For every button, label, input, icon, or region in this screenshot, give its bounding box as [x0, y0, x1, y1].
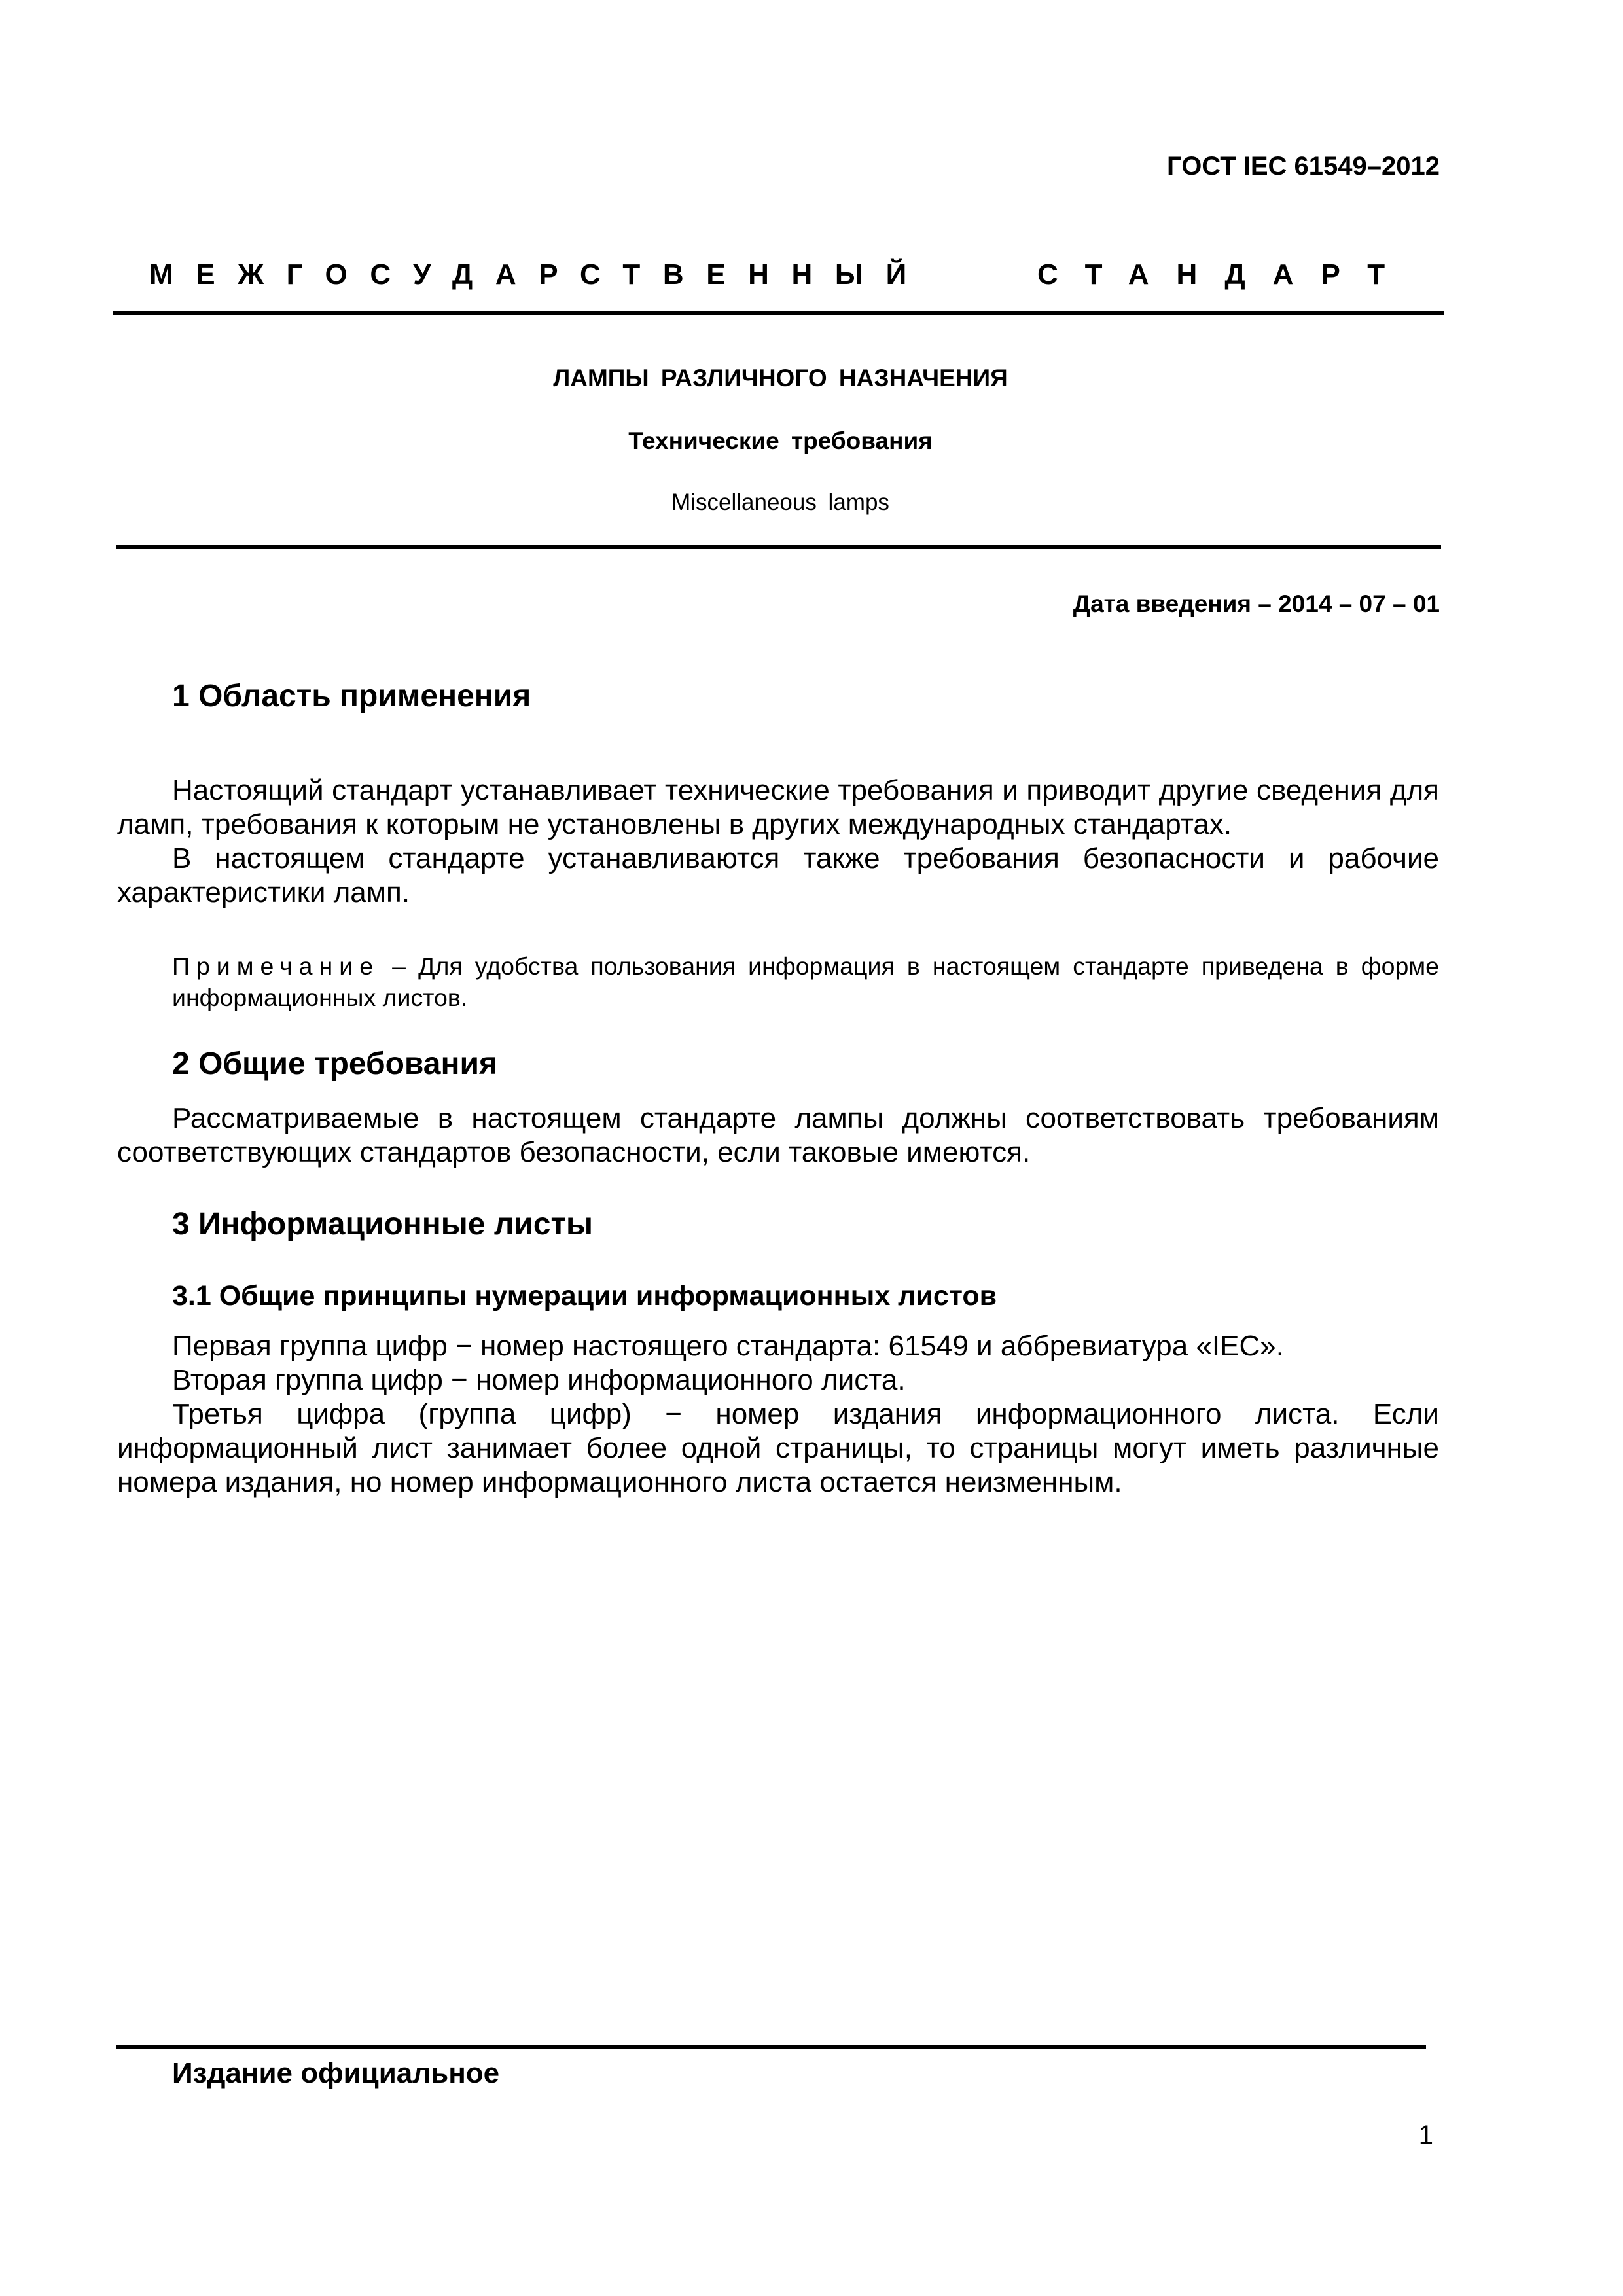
- note-text: – Для удобства пользования информация в настоящем стандарте приведена в форме информационных листов.: [172, 952, 1439, 1011]
- top-divider: [113, 311, 1444, 315]
- section-2-heading: 2 Общие требования: [172, 1047, 497, 1081]
- section-3-paragraph-2: Вторая группа цифр − номер информационного листа.: [172, 1364, 906, 1396]
- document-subtitle: Технические требования: [628, 427, 933, 454]
- section-3-heading: 3 Информационные листы: [172, 1207, 594, 1242]
- section-1-paragraph-1: Настоящий стандарт устанавливает технические требования и приводит другие сведения для ламп, требования к которым не установлены в других международных стандартах.: [117, 774, 1439, 840]
- standard-word: СТАНДАРТ: [1037, 259, 1413, 291]
- section-1-paragraph-2: В настоящем стандарте устанавливаются также требования безопасности и рабочие характеристики ламп.: [117, 842, 1439, 908]
- section-1-note: [172, 950, 1439, 1013]
- section-2-paragraph-1: Рассматриваемые в настоящем стандарте лампы должны соответствовать требованиям соответствующих стандартов безопасности, если таковые имеются.: [117, 1102, 1439, 1168]
- footer-divider: [116, 2045, 1426, 2049]
- section-3-paragraph-1: Первая группа цифр − номер настоящего стандарта: 61549 и аббревиатура «IEC».: [172, 1330, 1284, 1362]
- document-code: ГОСТ IEC 61549–2012: [1167, 152, 1440, 181]
- introduction-date: Дата введения – 2014 – 07 – 01: [1073, 590, 1440, 617]
- note-label: Примечание: [172, 952, 380, 980]
- section-3-1-heading: 3.1 Общие принципы нумерации информационных листов: [172, 1280, 997, 1312]
- title-divider: [116, 545, 1441, 549]
- section-1-heading: 1 Область применения: [172, 679, 531, 713]
- document-title-english: Miscellaneous lamps: [671, 490, 889, 515]
- page-number: 1: [1418, 2121, 1433, 2149]
- interstate-standard-banner: [149, 259, 1413, 291]
- document-title: ЛАМПЫ РАЗЛИЧНОГО НАЗНАЧЕНИЯ: [553, 365, 1008, 391]
- section-3-paragraph-3: Третья цифра (группа цифр) − номер издания информационного листа. Если информационный лист занимает более одной страницы, то страницы могут иметь различные номера издания, но номер информационного листа остается неизменным.: [117, 1398, 1439, 1498]
- interstate-word: МЕЖГОСУДАРСТВЕННЫЙ: [149, 259, 929, 291]
- official-edition-label: Издание официальное: [172, 2057, 500, 2089]
